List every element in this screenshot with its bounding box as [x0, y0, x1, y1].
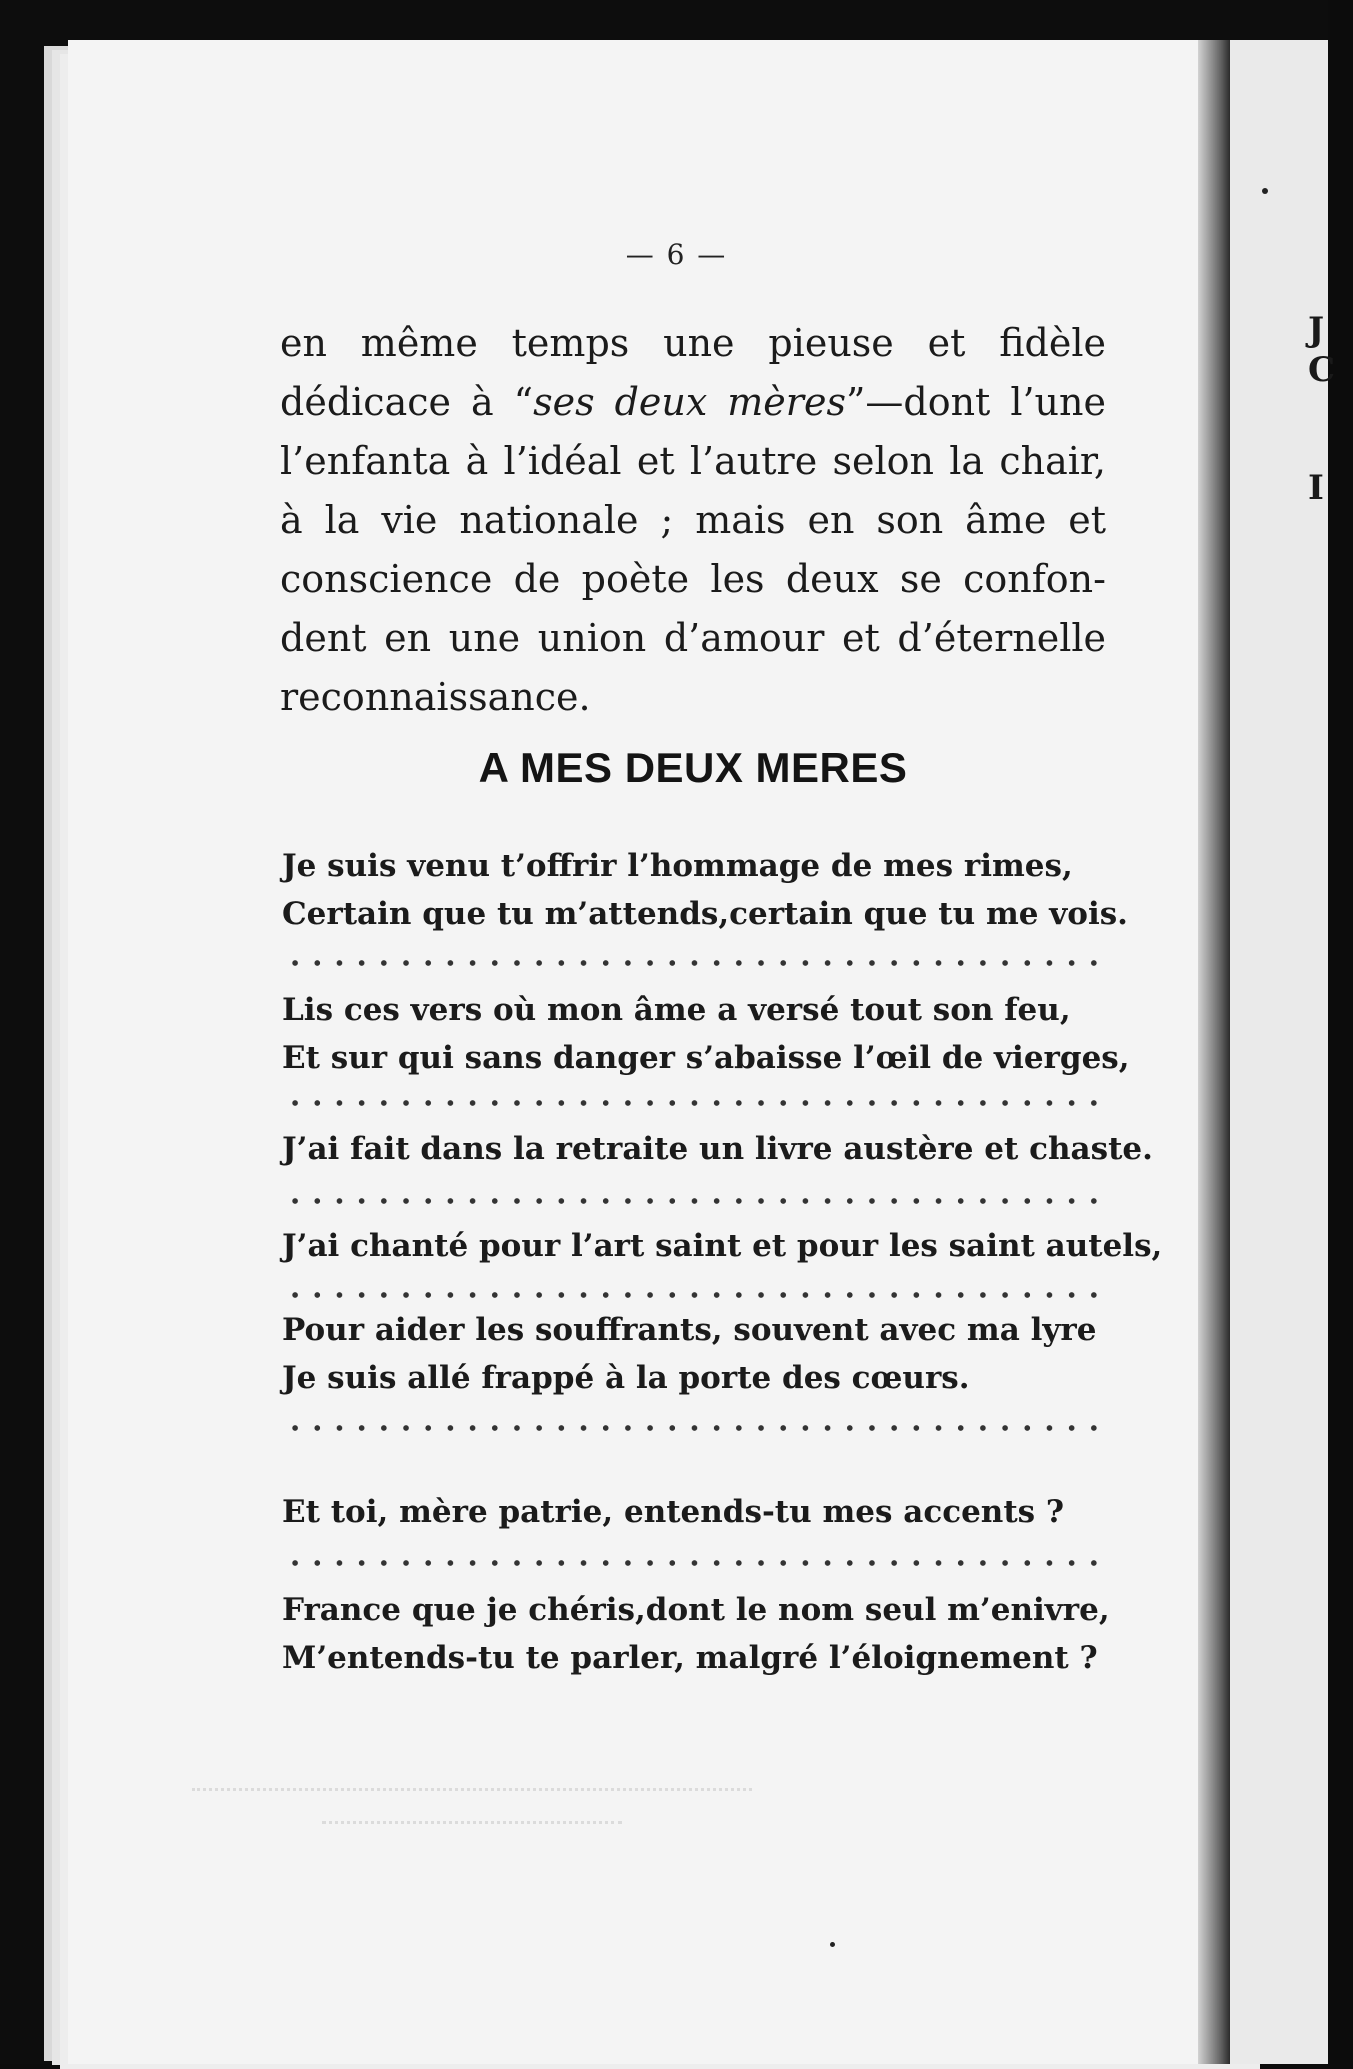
verse-line: M’entends-tu te parler, malgré l’éloignement ? [282, 1640, 1098, 1676]
verse-line: J’ai chanté pour l’art saint et pour les saint autels, [282, 1228, 1163, 1264]
verse-line: Et sur qui sans danger s’abaisse l’œil de vierges, [282, 1040, 1130, 1076]
prose-line: en même temps une pieuse et fidèle [280, 321, 1106, 365]
prose-text: ”—dont l’une [845, 380, 1106, 424]
verse-line: Certain que tu m’attends,certain que tu me vois. [282, 896, 1128, 932]
verse-line: France que je chéris,dont le nom seul m’enivre, [282, 1592, 1110, 1628]
stanza [282, 1125, 1153, 1173]
ellipsis-separator [284, 960, 1108, 966]
stanza [282, 1586, 1112, 1682]
stanza [282, 1306, 1112, 1402]
stanza [282, 986, 1130, 1082]
stanza [282, 1488, 1112, 1536]
facing-page-fragment: C [1308, 350, 1336, 390]
prose-line: dent en une union d’amour et d’éternelle [280, 616, 1106, 660]
scan-speck [1262, 188, 1268, 194]
verse-line: Je suis allé frappé à la porte des cœurs. [282, 1360, 970, 1396]
ellipsis-separator [284, 1198, 1108, 1204]
scan-speck [830, 1942, 835, 1947]
prose-line: reconnaissance. [280, 675, 591, 719]
stanza [282, 1222, 1163, 1270]
verse-line: Et toi, mère patrie, entends-tu mes accents ? [282, 1494, 1065, 1530]
poem-title: A MES DEUX MERES [478, 744, 908, 791]
library-stamp [192, 1758, 752, 1824]
ellipsis-separator [284, 1292, 1108, 1298]
ellipsis-separator [284, 1560, 1108, 1566]
facing-page-fragment: I [1308, 468, 1324, 508]
prose-text: dédicace à “ [280, 380, 534, 424]
page-number: — 6 — [625, 238, 728, 271]
prose-line [280, 373, 1106, 432]
ellipsis-separator [284, 1425, 1108, 1431]
verse-line: Pour aider les souffrants, souvent avec ma lyre [282, 1312, 1097, 1348]
verse-line: Lis ces vers où mon âme a versé tout son feu, [282, 992, 1071, 1028]
dedication-title: ses deux mères [533, 380, 846, 424]
prose-line: conscience de poète les deux se confon- [280, 557, 1106, 601]
facing-page-fragment: J [1308, 310, 1325, 350]
prose-line: à la vie nationale ; mais en son âme et [280, 498, 1106, 542]
stanza [282, 842, 1128, 938]
prose-line: l’enfanta à l’idéal et l’autre selon la chair, [280, 439, 1106, 483]
facing-page [1230, 40, 1336, 2064]
prose-paragraph [280, 314, 1106, 727]
ellipsis-separator [284, 1100, 1108, 1106]
verse-line: Je suis venu t’offrir l’hommage de mes rimes, [282, 848, 1073, 884]
verse-line: J’ai fait dans la retraite un livre austère et chaste. [282, 1131, 1153, 1167]
book-gutter [1198, 40, 1230, 2064]
